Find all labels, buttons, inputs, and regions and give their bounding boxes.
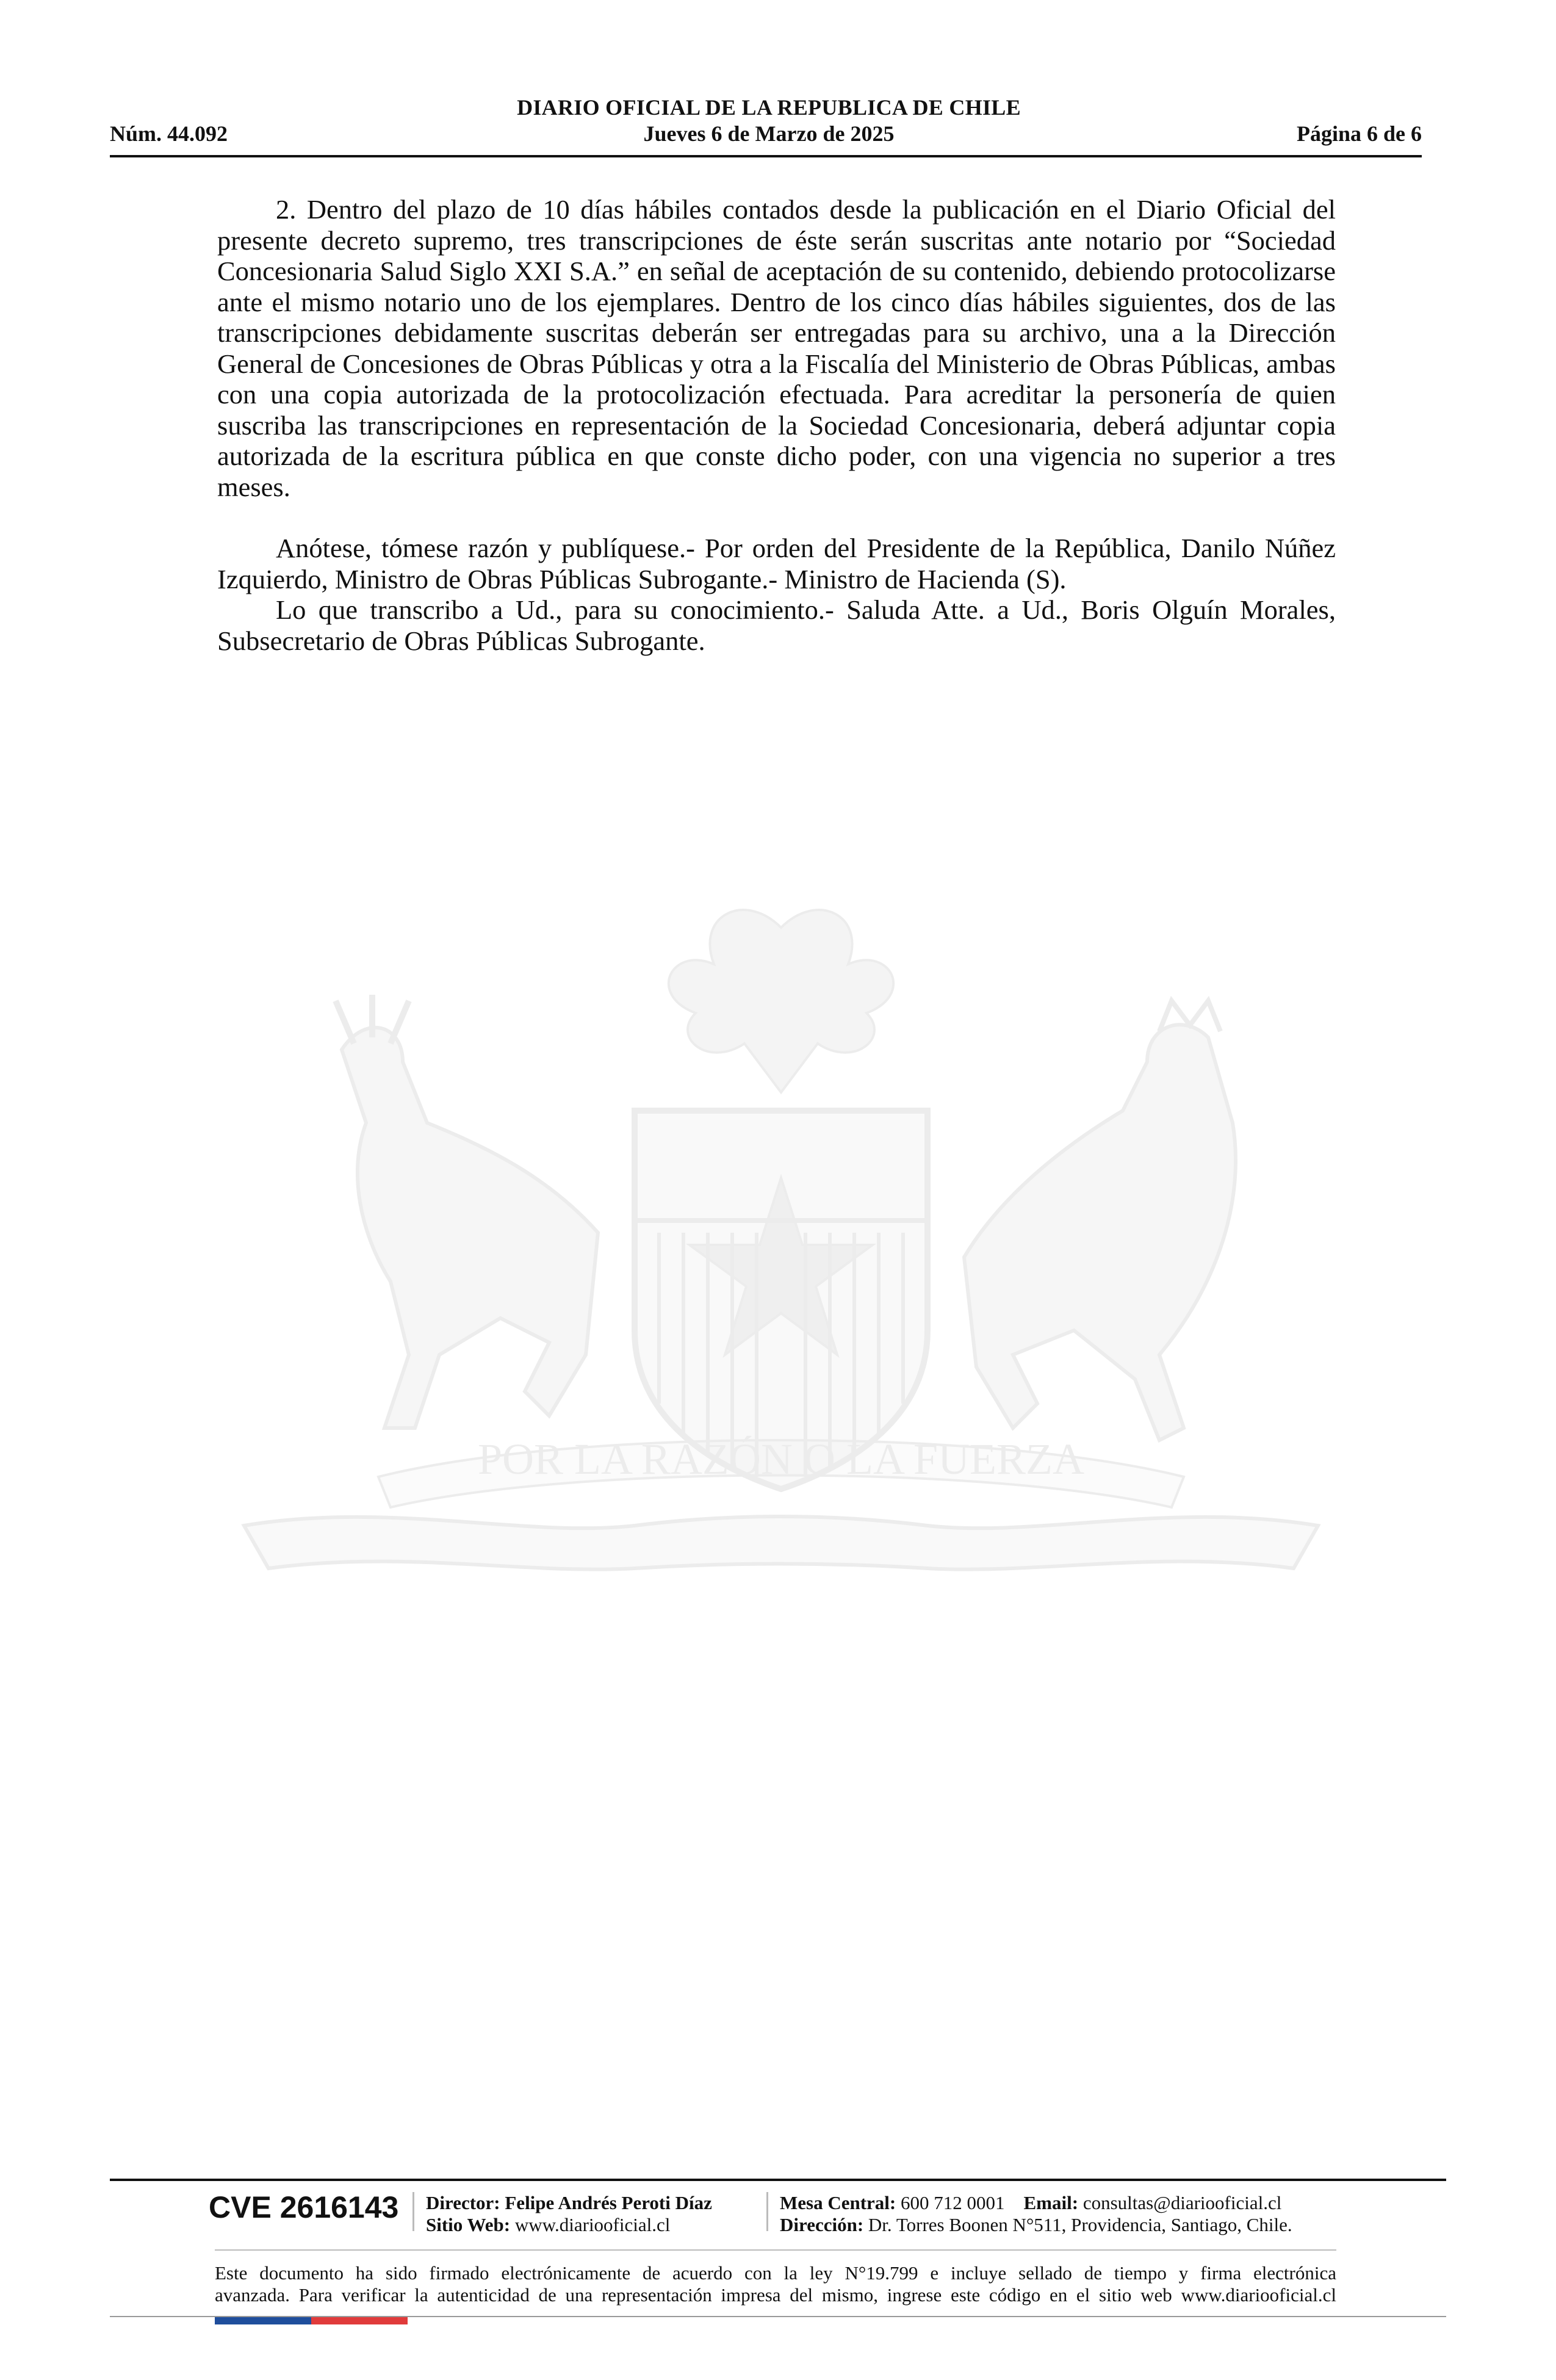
mesa-central-label: Mesa Central: [780,2192,896,2213]
issue-date: Jueves 6 de Marzo de 2025 [643,121,895,146]
footer-director-block [426,2192,712,2236]
flag-stripe [215,2317,408,2324]
cve-code: CVE 2616143 [209,2190,399,2224]
signature-notice-line-1: Este documento ha sido firmado electrónicamente de acuerdo con la ley N°19.799 e incluye sellado de tiempo y firma electrónica [215,2262,1336,2284]
website-link[interactable]: www.diariooficial.cl [514,2214,671,2235]
website-label: Sitio Web: [426,2214,511,2235]
mesa-central-phone: 600 712 0001 [901,2192,1005,2213]
director-name: Felipe Andrés Peroti Díaz [505,2192,712,2213]
footer-divider-top [110,2179,1446,2181]
flag-stripe-blue [215,2317,311,2324]
email-link[interactable]: consultas@diariooficial.cl [1082,2192,1282,2213]
footer-separator [766,2192,768,2231]
address-label: Dirección: [780,2214,864,2235]
director-label: Director: [426,2192,500,2213]
email-label: Email: [1023,2192,1079,2213]
header-divider [110,155,1422,157]
page-number: Página 6 de 6 [1296,121,1422,146]
footer-contact-block [780,2192,1292,2236]
coat-of-arms-watermark-icon [207,891,1355,1672]
newspaper-title: DIARIO OFICIAL DE LA REPUBLICA DE CHILE [517,95,1021,120]
document-body [217,194,1336,656]
paragraph-transcription: Lo que transcribo a Ud., para su conocimiento.- Saluda Atte. a Ud., Boris Olguín Morales, Subsecretario de Obras Públicas Subrogante. [217,594,1336,656]
paragraph-closing: Anótese, tómese razón y publíquese.- Por orden del Presidente de la República, Danilo Núñez Izquierdo, Ministro de Obras Públicas Subrogante.- Ministro de Hacienda (S). [217,533,1336,594]
footer-separator [412,2192,414,2231]
address-value: Dr. Torres Boonen N°511, Providencia, Santiago, Chile. [868,2214,1292,2235]
signature-notice-line-2: avanzada. Para verificar la autenticidad de una representación impresa del mismo, ingrese este código en el sitio web www.diariooficial.cl [215,2284,1336,2306]
footer-divider-mid [215,2249,1336,2251]
motto-text: POR LA RAZÓN O LA FUERZA [477,1435,1085,1484]
issue-number: Núm. 44.092 [110,121,228,146]
flag-stripe-red [311,2317,408,2324]
paragraph-2: 2. Dentro del plazo de 10 días hábiles contados desde la publicación en el Diario Oficial del presente decreto supremo, tres transcripciones de éste serán suscritas ante notario por “Sociedad Concesionaria Salud Siglo XXI S.A.” en señal de aceptación de su contenido, debiendo protocolizarse ante el mismo notario uno de los ejemplares. Dentro de los cinco días hábiles siguientes, dos de las transcripciones debidamente suscritas deberán ser entregadas para su archivo, una a la Dirección General de Concesiones de Obras Públicas y otra a la Fiscalía del Ministerio de Obras Públicas, ambas con una copia autorizada de la protocolización efectuada. Para acreditar la personería de quien suscriba las transcripciones en representación de la Sociedad Concesionaria, deberá adjuntar copia autorizada de la escritura pública en que conste dicho poder, con una vigencia no superior a tres meses. [217,194,1336,502]
signature-notice [215,2262,1336,2306]
